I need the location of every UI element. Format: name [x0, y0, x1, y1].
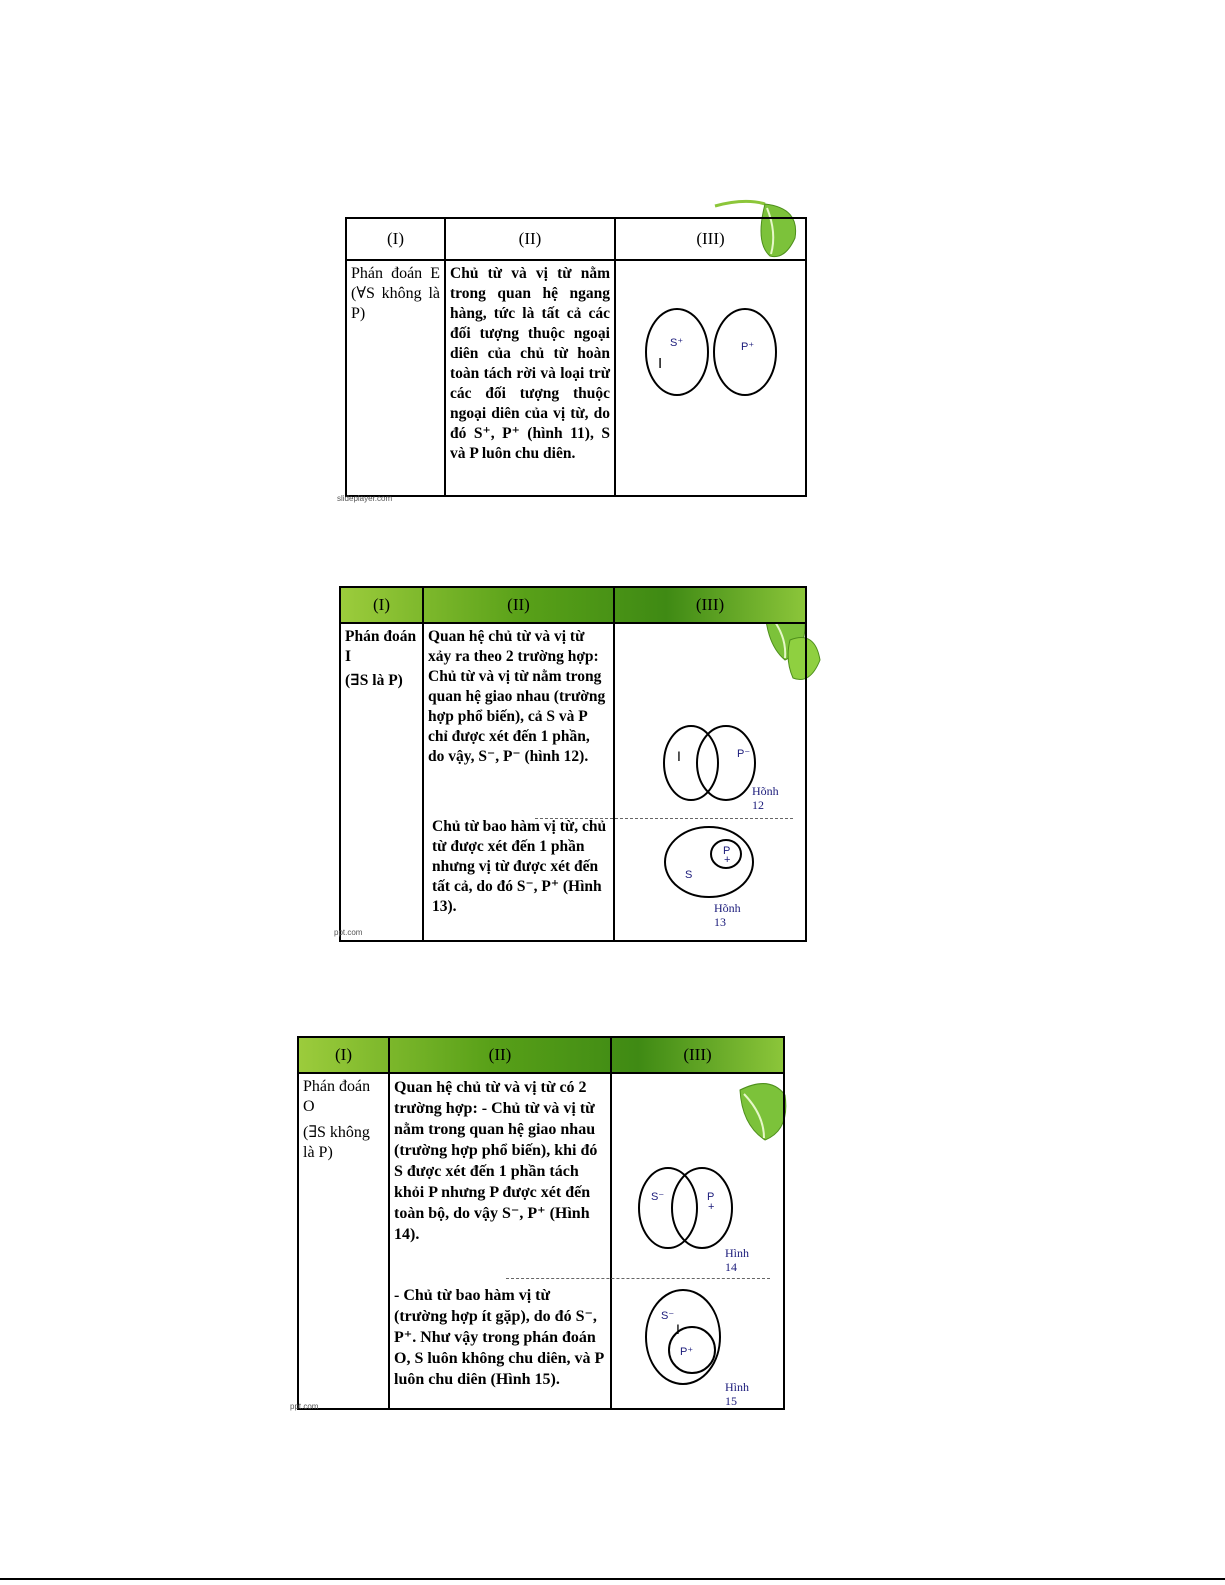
judgement-type-o — [298, 1073, 389, 1409]
text-cursor-icon: I — [658, 355, 663, 372]
label-p: P — [707, 1191, 715, 1203]
label-s-minus: S⁻ — [651, 1191, 665, 1203]
header-col-1: (I) — [346, 218, 445, 260]
header-col-3: (III) — [611, 1037, 784, 1073]
case-intersect-text: Quan hệ chủ từ và vị từ có 2 trường hợp: - Chủ từ và vị từ nằm trong quan hệ giao nhau (trường hợp phổ biến), khi đó S được xét đến 1 phần tách khỏi P nhưng P được xét đến toàn bộ, do vậy S⁻, P⁺ (Hình 14). — [394, 1079, 598, 1243]
label-p-plus: P⁺ — [680, 1346, 694, 1358]
description-o — [389, 1073, 611, 1409]
description-e: Chủ từ và vị từ nằm trong quan hệ ngang hàng, tức là tất cả các đối tượng thuộc ngoại diên của chủ từ hoàn toàn tách rời và loại trừ các đối tượng thuộc ngoại diên của vị từ, do đó S⁺, P⁺ (hình 11), S và P luôn chu diên. — [445, 260, 615, 496]
label-s-plus: S⁺ — [670, 337, 684, 349]
header-col-2: (II) — [445, 218, 615, 260]
judgement-type-e — [346, 260, 445, 496]
inclusion-circles-diagram — [663, 824, 758, 902]
label-p-minus: P⁻ — [737, 748, 751, 760]
header-col-1: (I) — [298, 1037, 389, 1073]
diagram-cell-e — [615, 260, 806, 496]
label-p-inner: P — [723, 845, 731, 857]
watermark: slideplayer.com — [337, 494, 393, 503]
label-plus: + — [708, 1201, 715, 1213]
intersecting-circles-diagram — [661, 723, 761, 803]
text-cursor-icon: I — [677, 748, 681, 764]
judgement-formula: (∃S không là P) — [303, 1124, 370, 1161]
label-s-minus: S⁻ — [661, 1310, 675, 1322]
judgement-type-i — [340, 623, 423, 941]
figure-caption-12: Hõnh 12 — [752, 784, 779, 812]
diagram-cell-i — [614, 623, 806, 941]
header-col-3: (III) — [614, 587, 806, 623]
label-p-plus: P⁺ — [741, 341, 755, 353]
judgement-type-text: Phán đoán I — [345, 628, 417, 665]
case-include-text: - Chủ từ bao hàm vị từ (trường hợp ít gặp), do đó S⁻, P⁺. Như vậy trong phán đoán O, S luôn không chu diên, và P luôn chu diên (Hình 15). — [394, 1287, 604, 1388]
table-o — [297, 1036, 785, 1410]
disjoint-circles-diagram — [644, 306, 784, 401]
diagram-cell-o — [611, 1073, 784, 1409]
header-col-1: (I) — [340, 587, 423, 623]
header-col-3: (III) — [615, 218, 806, 260]
label-s-outer: S — [685, 869, 693, 881]
case-intersect-text: Quan hệ chủ từ và vị từ xảy ra theo 2 trường hợp: Chủ từ và vị từ nằm trong quan hệ giao nhau (trường hợp phổ biến), cả S và P chỉ được xét đến 1 phần, do vậy, S⁻, P⁻ (hình 12). — [428, 628, 606, 765]
figure-caption-15: Hình 15 — [725, 1380, 749, 1408]
figure-caption-13: Hõnh 13 — [714, 901, 741, 929]
intersecting-circles-diagram — [637, 1166, 737, 1251]
figure-caption-14: Hình 14 — [725, 1246, 749, 1274]
watermark: ppt.com — [290, 1402, 319, 1411]
text-cursor-icon: I — [676, 1321, 680, 1337]
judgement-formula: (∃S là P) — [345, 672, 403, 689]
page-bottom-rule — [0, 1578, 1225, 1580]
dashed-divider — [506, 1278, 770, 1279]
table-e — [345, 217, 807, 497]
header-col-2: (II) — [389, 1037, 611, 1073]
label-plus: + — [724, 854, 731, 866]
case-include-text: Chủ từ bao hàm vị từ, chủ từ được xét đến 1 phần nhưng vị từ được xét đến tất cả, do đó S⁻, P⁺ (Hình 13). — [432, 818, 607, 915]
description-i — [423, 623, 614, 941]
judgement-type-text: Phán đoán E (∀S không là P) — [351, 265, 440, 322]
header-col-2: (II) — [423, 587, 614, 623]
watermark: ppt.com — [334, 928, 363, 937]
inclusion-circles-diagram — [643, 1289, 728, 1389]
judgement-type-text: Phán đoán O — [303, 1078, 371, 1115]
dashed-divider — [535, 818, 793, 819]
table-i — [339, 586, 807, 942]
